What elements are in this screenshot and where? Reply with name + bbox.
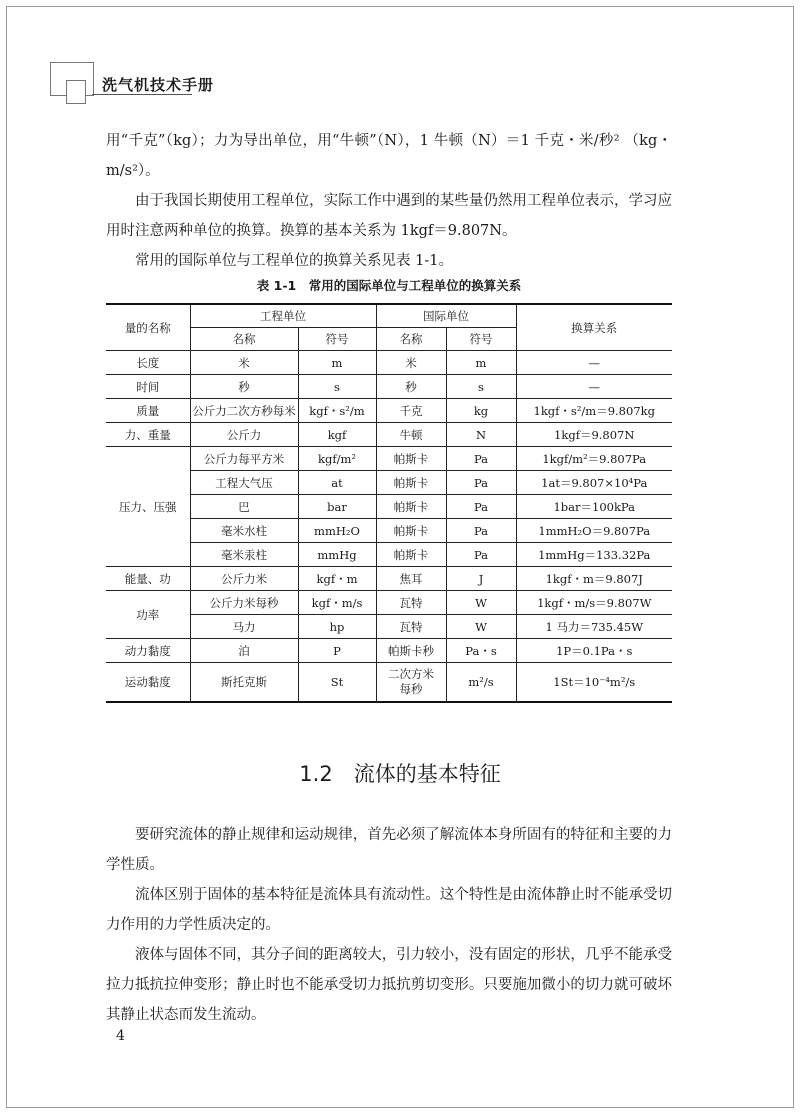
cell-conversion: 1kgf・s²/m＝9.807kg	[516, 399, 672, 423]
section-paragraph-3: 液体与固体不同，其分子间的距离较大，引力较小，没有固定的形状，几乎不能承受拉力抵抗拉伸变形；静止时也不能承受切力抵抗剪切变形。只要施加微小的切力就可破坏其静止状态而发生流动。	[106, 947, 672, 1023]
section-paragraph-1: 要研究流体的静止规律和运动规律，首先必须了解流体本身所固有的特征和主要的力学性质。	[106, 827, 672, 873]
cell-intl-symbol: s	[446, 375, 516, 399]
cell-quantity: 力、重量	[106, 423, 190, 447]
cell-intl-symbol: Pa	[446, 447, 516, 471]
cell-intl-symbol: Pa・s	[446, 639, 516, 663]
cell-conversion: 1kgf＝9.807N	[516, 423, 672, 447]
cell-intl-name: 牛顿	[376, 423, 446, 447]
header-eng-name: 名称	[190, 328, 298, 351]
running-header-title: 洗气机技术手册	[102, 76, 215, 94]
cell-intl-name: 瓦特	[376, 591, 446, 615]
page-number: 4	[116, 1028, 125, 1044]
table-row	[106, 639, 672, 663]
header-ornament-square-small	[66, 80, 86, 104]
cell-intl-symbol: m²/s	[446, 663, 516, 703]
cell-eng-name: 公斤力每平方米	[190, 447, 298, 471]
cell-intl-name	[376, 663, 446, 703]
cell-conversion: 1kgf・m/s＝9.807W	[516, 591, 672, 615]
cell-conversion: 1mmH₂O＝9.807Pa	[516, 519, 672, 543]
header-intl-symbol: 符号	[446, 328, 516, 351]
cell-eng-name: 斯托克斯	[190, 663, 298, 703]
cell-eng-name: 工程大气压	[190, 471, 298, 495]
cell-conversion: —	[516, 375, 672, 399]
cell-eng-symbol: s	[298, 375, 376, 399]
cell-conversion: 1kgf/m²＝9.807Pa	[516, 447, 672, 471]
cell-intl-name-line-2: 每秒	[399, 682, 423, 696]
table-row	[106, 375, 672, 399]
cell-intl-symbol: m	[446, 351, 516, 375]
cell-intl-name: 瓦特	[376, 615, 446, 639]
cell-intl-name: 千克	[376, 399, 446, 423]
table-row	[106, 351, 672, 375]
cell-eng-symbol: at	[298, 471, 376, 495]
cell-intl-symbol: Pa	[446, 519, 516, 543]
cell-eng-name: 毫米水柱	[190, 519, 298, 543]
table-row	[106, 447, 672, 471]
cell-eng-name: 公斤力二次方秒每米	[190, 399, 298, 423]
cell-conversion: 1bar＝100kPa	[516, 495, 672, 519]
cell-intl-name: 帕斯卡	[376, 543, 446, 567]
section-heading: 1.2 流体的基本特征	[299, 762, 501, 786]
cell-intl-symbol: kg	[446, 399, 516, 423]
cell-conversion: 1at＝9.807×10⁴Pa	[516, 471, 672, 495]
table-row	[106, 567, 672, 591]
header-intl-name: 名称	[376, 328, 446, 351]
table-row	[106, 423, 672, 447]
cell-eng-symbol: kgf・s²/m	[298, 399, 376, 423]
intro-paragraph-2: 由于我国长期使用工程单位，实际工作中遇到的某些量仍然用工程单位表示，学习应用时注意两种单位的换算。换算的基本关系为 1kgf＝9.807N。	[106, 193, 672, 239]
cell-eng-name: 公斤力米每秒	[190, 591, 298, 615]
table-row	[106, 519, 672, 543]
cell-eng-name: 泊	[190, 639, 298, 663]
cell-eng-name: 公斤力	[190, 423, 298, 447]
intro-paragraph-3: 常用的国际单位与工程单位的换算关系见表 1-1。	[135, 253, 453, 269]
cell-intl-name: 帕斯卡	[376, 447, 446, 471]
intro-paragraph-1: 用“千克”（kg）；力为导出单位，用“牛顿”（N），1 牛顿（N）＝1 千克・米/秒² （kg・m/s²）。	[106, 133, 672, 179]
header-conversion: 换算关系	[516, 304, 672, 351]
cell-conversion: 1St＝10⁻⁴m²/s	[516, 663, 672, 703]
cell-quantity: 长度	[106, 351, 190, 375]
table-row	[106, 615, 672, 639]
table-row	[106, 495, 672, 519]
cell-eng-symbol: kgf	[298, 423, 376, 447]
cell-eng-symbol: kgf/m²	[298, 447, 376, 471]
cell-eng-symbol: kgf・m/s	[298, 591, 376, 615]
cell-intl-symbol: W	[446, 615, 516, 639]
cell-eng-name: 毫米汞柱	[190, 543, 298, 567]
header-international-unit: 国际单位	[376, 304, 516, 328]
table-row	[106, 543, 672, 567]
cell-conversion: 1mmHg＝133.32Pa	[516, 543, 672, 567]
cell-eng-name: 秒	[190, 375, 298, 399]
cell-eng-name: 公斤力米	[190, 567, 298, 591]
header-engineering-unit: 工程单位	[190, 304, 376, 328]
header-eng-symbol: 符号	[298, 328, 376, 351]
section-paragraph-2: 流体区别于固体的基本特征是流体具有流动性。这个特性是由流体静止时不能承受切力作用的力学性质决定的。	[106, 887, 672, 933]
intro-text	[106, 126, 672, 276]
cell-intl-name: 秒	[376, 375, 446, 399]
table-row	[106, 399, 672, 423]
cell-eng-name: 马力	[190, 615, 298, 639]
cell-quantity: 压力、压强	[106, 447, 190, 567]
cell-eng-symbol: P	[298, 639, 376, 663]
cell-quantity: 动力黏度	[106, 639, 190, 663]
header-quantity: 量的名称	[106, 304, 190, 351]
cell-intl-symbol: N	[446, 423, 516, 447]
table-caption: 表 1-1 常用的国际单位与工程单位的换算关系	[256, 278, 522, 293]
cell-intl-name: 帕斯卡	[376, 471, 446, 495]
cell-intl-symbol: Pa	[446, 471, 516, 495]
cell-intl-symbol: W	[446, 591, 516, 615]
cell-intl-name: 帕斯卡	[376, 495, 446, 519]
cell-eng-symbol: mmHg	[298, 543, 376, 567]
cell-intl-symbol: Pa	[446, 543, 516, 567]
cell-conversion: 1kgf・m＝9.807J	[516, 567, 672, 591]
cell-quantity: 能量、功	[106, 567, 190, 591]
cell-eng-symbol: hp	[298, 615, 376, 639]
table-row	[106, 471, 672, 495]
section-text	[106, 820, 672, 1030]
cell-intl-name: 帕斯卡秒	[376, 639, 446, 663]
cell-eng-symbol: mmH₂O	[298, 519, 376, 543]
cell-quantity: 质量	[106, 399, 190, 423]
cell-conversion: 1 马力＝735.45W	[516, 615, 672, 639]
cell-eng-name: 米	[190, 351, 298, 375]
cell-eng-symbol: St	[298, 663, 376, 703]
cell-quantity: 运动黏度	[106, 663, 190, 703]
cell-eng-symbol: m	[298, 351, 376, 375]
cell-eng-symbol: kgf・m	[298, 567, 376, 591]
cell-intl-name-line-1: 二次方米	[388, 667, 434, 681]
cell-conversion: —	[516, 351, 672, 375]
cell-intl-name: 帕斯卡	[376, 519, 446, 543]
cell-quantity: 功率	[106, 591, 190, 639]
cell-intl-name: 焦耳	[376, 567, 446, 591]
cell-conversion: 1P＝0.1Pa・s	[516, 639, 672, 663]
cell-intl-name: 米	[376, 351, 446, 375]
cell-intl-symbol: Pa	[446, 495, 516, 519]
cell-eng-symbol: bar	[298, 495, 376, 519]
table-row	[106, 591, 672, 615]
table-row	[106, 663, 672, 703]
cell-intl-symbol: J	[446, 567, 516, 591]
cell-quantity: 时间	[106, 375, 190, 399]
cell-eng-name: 巴	[190, 495, 298, 519]
unit-conversion-table	[106, 303, 672, 703]
